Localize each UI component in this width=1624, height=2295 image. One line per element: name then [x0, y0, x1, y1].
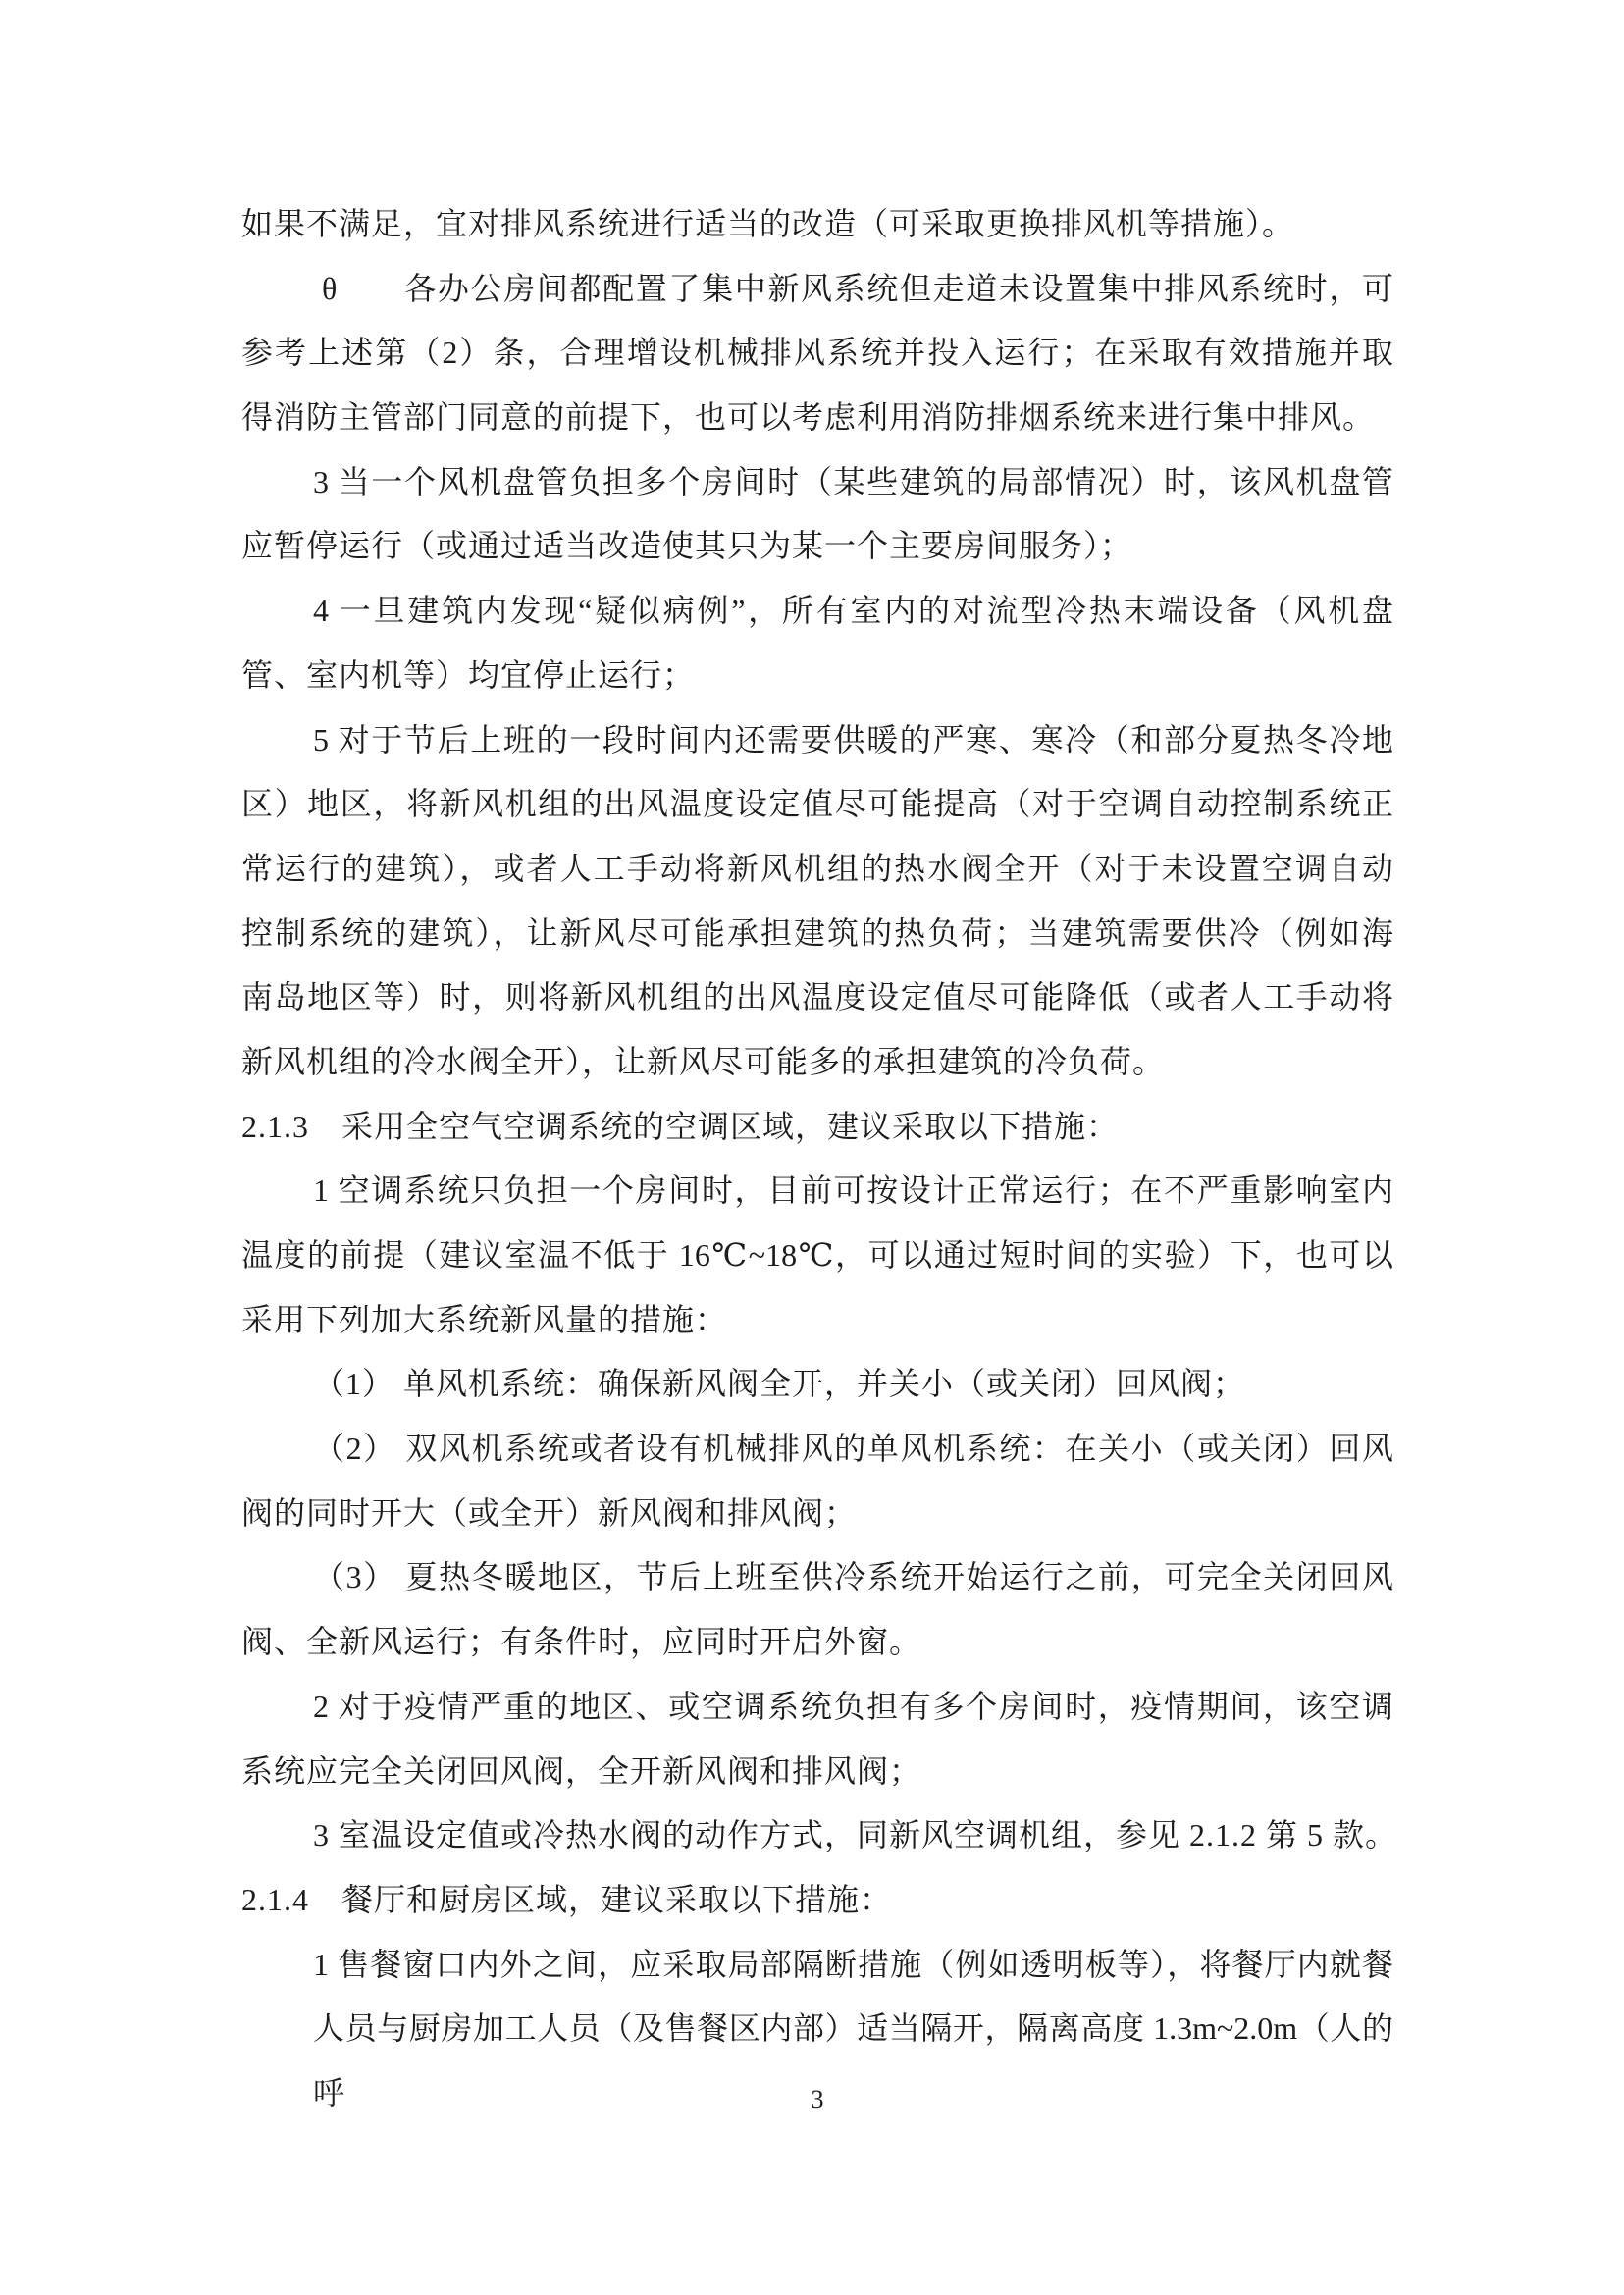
- text-line: θ 各办公房间都配置了集中新风系统但走道未设置集中排风系统时，可: [322, 270, 1393, 306]
- text-line: 应暂停运行（或通过适当改造使其只为某一个主要房间服务）；: [241, 528, 1133, 564]
- text-line: 1 售餐窗口内外之间，应采取局部隔断措施（例如透明板等），将餐厅内就餐: [313, 1946, 1393, 1982]
- text-line: 5 对于节后上班的一段时间内还需要供暖的严寒、寒冷（和部分夏热冬冷地: [313, 721, 1393, 757]
- text-line: 管、室内机等）均宜停止运行；: [241, 656, 696, 693]
- text-line: 3 室温设定值或冷热水阀的动作方式，同新风空调机组，参见 2.1.2 第 5 款。: [313, 1817, 1398, 1853]
- text-line: 人员与厨房加工人员（及售餐区内部）适当隔开，隔离高度 1.3m~2.0m（人的呼: [313, 2010, 1393, 2111]
- text-line: 区）地区，将新风机组的出风温度设定值尽可能提高（对于空调自动控制系统正: [241, 786, 1393, 822]
- text-line: 得消防主管部门同意的前提下，也可以考虑利用消防排烟系统来进行集中排风。: [241, 399, 1376, 436]
- text-line: 新风机组的冷水阀全开），让新风尽可能多的承担建筑的冷负荷。: [241, 1043, 1166, 1079]
- text-line: 2 对于疫情严重的地区、或空调系统负担有多个房间时，疫情期间，该空调: [313, 1688, 1393, 1724]
- text-line: 1 空调系统只负担一个房间时，目前可按设计正常运行；在不严重影响室内: [313, 1173, 1393, 1209]
- text-line: 常运行的建筑），或者人工手动将新风机组的热水阀全开（对于未设置空调自动: [241, 850, 1393, 886]
- text-line: （1） 单风机系统：确保新风阀全开，并关小（或关闭）回风阀；: [313, 1366, 1246, 1402]
- text-line: 阀、全新风运行；有条件时，应同时开启外窗。: [241, 1624, 922, 1660]
- text-line: 温度的前提（建议室温不低于 16℃~18℃，可以通过短时间的实验）下，也可以: [241, 1237, 1393, 1273]
- text-line: 南岛地区等）时，则将新风机组的出风温度设定值尽可能降低（或者人工手动将: [241, 979, 1393, 1016]
- text-line: 采用下列加大系统新风量的措施：: [241, 1301, 728, 1337]
- text-line: 2.1.3 采用全空气空调系统的空调区域，建议采取以下措施：: [241, 1108, 1120, 1144]
- text-line: （2） 双风机系统或者设有机械排风的单风机系统：在关小（或关闭）回风: [313, 1431, 1393, 1467]
- text-line: 2.1.4 餐厅和厨房区域，建议采取以下措施：: [241, 1881, 893, 1917]
- page-number: 3: [811, 2085, 824, 2113]
- text-line: 如果不满足，宜对排风系统进行适当的改造（可采取更换排风机等措施）。: [241, 206, 1295, 241]
- text-line: 阀的同时开大（或全开）新风阀和排风阀；: [241, 1494, 858, 1531]
- text-line: 4 一旦建筑内发现“疑似病例”，所有室内的对流型冷热末端设备（风机盘: [313, 593, 1393, 629]
- text-line: 系统应完全关闭回风阀，全开新风阀和排风阀；: [241, 1752, 922, 1789]
- text-line: （3） 夏热冬暖地区，节后上班至供冷系统开始运行之前，可完全关闭回风: [313, 1559, 1393, 1595]
- text-line: 3 当一个风机盘管负担多个房间时（某些建筑的局部情况）时，该风机盘管: [313, 463, 1393, 499]
- text-line: 控制系统的建筑），让新风尽可能承担建筑的热负荷；当建筑需要供冷（例如海: [241, 914, 1393, 951]
- text-line: 参考上述第（2）条，合理增设机械排风系统并投入运行；在采取有效措施并取: [241, 335, 1393, 371]
- text-block: [241, 192, 1398, 2111]
